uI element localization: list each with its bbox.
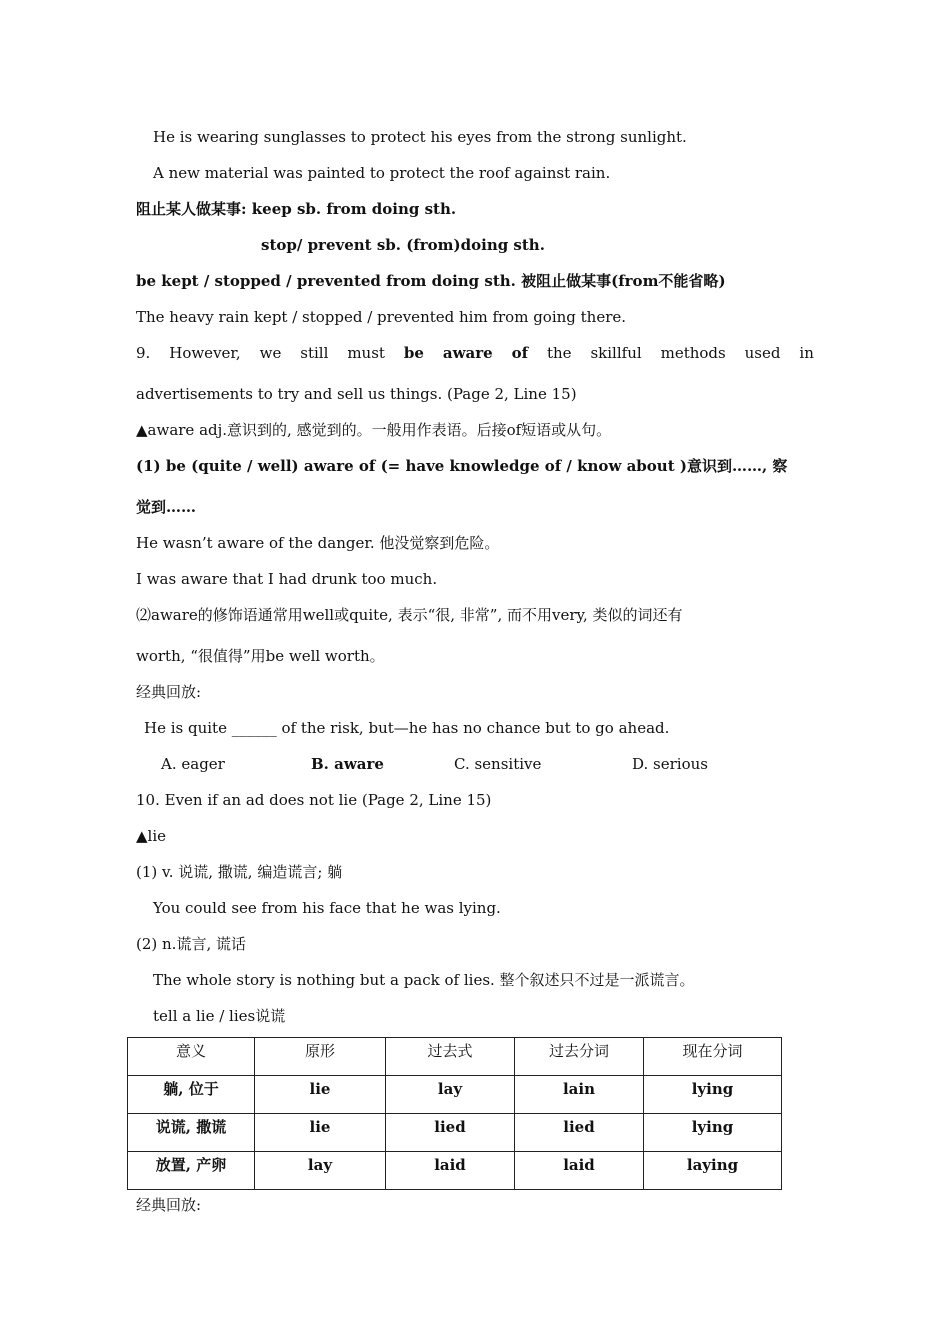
aware-point-2-cont: worth, “很值得”用be well worth。 (136, 647, 385, 665)
aware-point-2: ⑵aware的修饰语通常用well或quite, 表示“很, 非常”, 而不用very, 类似的词还有 (136, 606, 683, 624)
quiz-question: He is quite ______ of the risk, but—he has no chance but to go ahead. (144, 719, 670, 737)
table-cell: lied (515, 1114, 644, 1152)
table-row (128, 1076, 782, 1114)
item-10: 10. Even if an ad does not lie (Page 2, Line 15) (136, 791, 492, 809)
table-cell: lying (644, 1114, 782, 1152)
review-heading: 经典回放: (136, 683, 202, 701)
aware-point-1-cont: 觉到…… (136, 498, 197, 516)
table-cell: 躺, 位于 (128, 1076, 255, 1114)
table-cell: lie (255, 1076, 386, 1114)
quiz-options (0, 754, 950, 774)
item-9-word: of (511, 344, 529, 362)
table-cell: lay (386, 1076, 515, 1114)
item-9-line-2: advertisements to try and sell us things. (Page 2, Line 15) (136, 385, 577, 403)
table-header-row (128, 1038, 782, 1076)
prevent-rule-stop: stop/ prevent sb. (from)doing sth. (261, 236, 545, 254)
example-lies: The whole story is nothing but a pack of lies. 整个叙述只不过是一派谎言。 (153, 971, 695, 989)
item-9-word: methods (660, 344, 726, 362)
lie-heading: ▲lie (136, 827, 167, 845)
quiz-option-d: D. serious (632, 755, 708, 773)
table-cell: lying (644, 1076, 782, 1114)
item-9-word: still (300, 344, 329, 362)
table-header-cell: 过去式 (386, 1038, 515, 1076)
table-row (128, 1152, 782, 1190)
table-cell: lay (255, 1152, 386, 1190)
item-9-word: in (799, 344, 814, 362)
table-header-cell: 原形 (255, 1038, 386, 1076)
example-heavy-rain: The heavy rain kept / stopped / prevented him from going there. (136, 308, 627, 326)
example-drunk: I was aware that I had drunk too much. (136, 570, 438, 588)
quiz-option-b: B. aware (311, 755, 384, 773)
table-cell: lied (386, 1114, 515, 1152)
item-9-word: aware (442, 344, 493, 362)
quiz-option-a: A. eager (161, 755, 225, 773)
item-9-word: used (744, 344, 781, 362)
example-lying: You could see from his face that he was lying. (153, 899, 501, 917)
prevent-rule-keep: 阻止某人做某事: keep sb. from doing sth. (136, 200, 457, 218)
item-9-line-1 (136, 343, 814, 363)
table-cell: laying (644, 1152, 782, 1190)
item-9-word: the (546, 344, 572, 362)
table-header-cell: 现在分词 (644, 1038, 782, 1076)
table-row (128, 1114, 782, 1152)
table-cell: 放置, 产卵 (128, 1152, 255, 1190)
verb-forms-table (127, 1037, 782, 1190)
passive-rule: be kept / stopped / prevented from doing sth. 被阻止做某事(from不能省略) (136, 272, 726, 290)
lie-noun-meaning: (2) n.谎言, 谎话 (136, 935, 246, 953)
table-cell: laid (515, 1152, 644, 1190)
review-heading-2: 经典回放: (136, 1196, 202, 1214)
quiz-option-c: C. sensitive (454, 755, 542, 773)
aware-point-1: (1) be (quite / well) aware of (= have knowledge of / know about )意识到……, 察 (136, 457, 788, 475)
table-cell: lie (255, 1114, 386, 1152)
table-header-cell: 意义 (128, 1038, 255, 1076)
lie-verb-meaning: (1) v. 说谎, 撒谎, 编造谎言; 躺 (136, 863, 343, 881)
table-cell: lain (515, 1076, 644, 1114)
item-9-word: we (259, 344, 282, 362)
item-9-word: must (347, 344, 385, 362)
table-header-cell: 过去分词 (515, 1038, 644, 1076)
table-cell: laid (386, 1152, 515, 1190)
tell-a-lie: tell a lie / lies说谎 (153, 1007, 286, 1025)
item-9-word: be (403, 344, 424, 362)
example-danger: He wasn’t aware of the danger. 他没觉察到危险。 (136, 534, 500, 552)
item-9-word: 9. (136, 344, 151, 362)
aware-definition: ▲aware adj.意识到的, 感觉到的。一般用作表语。后接of短语或从句。 (136, 421, 612, 439)
example-sunglasses: He is wearing sunglasses to protect his eyes from the strong sunlight. (153, 128, 687, 146)
item-9-word: skillful (590, 344, 642, 362)
item-9-word: However, (169, 344, 241, 362)
table-cell: 说谎, 撒谎 (128, 1114, 255, 1152)
example-material: A new material was painted to protect the roof against rain. (153, 164, 611, 182)
